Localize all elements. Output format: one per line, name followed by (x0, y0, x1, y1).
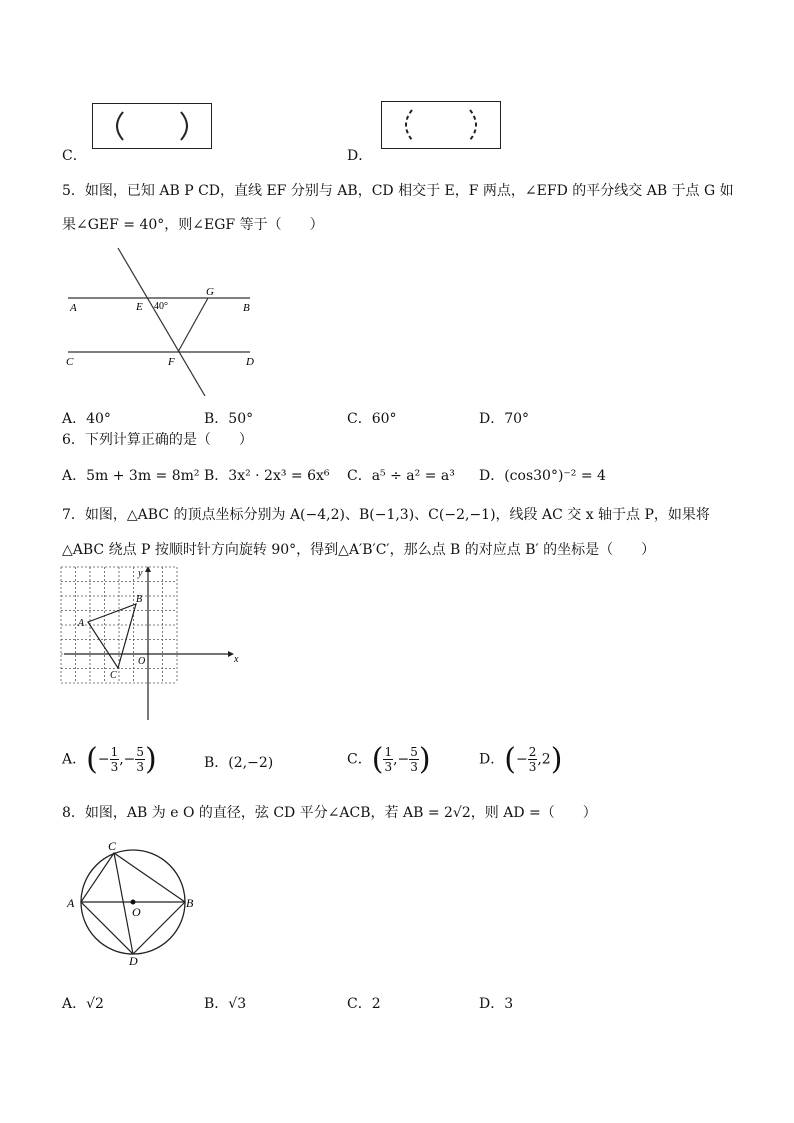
q8-option-d: D．3 (479, 996, 514, 1012)
q5-option-c: C．60° (347, 411, 397, 427)
q7-option-c-prefix: C． (347, 751, 372, 768)
q5-stem-line1: 5．如图，已知 AB P CD，直线 EF 分别与 AB，CD 相交于 E，F 两点，∠EFD 的平分线交 AB 于点 G 如 (62, 183, 734, 199)
q5-stem-line2: 果∠GEF = 40°，则∠EGF 等于（ ） (62, 217, 324, 233)
q8-label-o: O (132, 905, 141, 919)
q4-option-c-label: C． (62, 148, 87, 164)
q5-option-d: D．70° (479, 411, 530, 427)
q5-label-a: A (70, 302, 77, 314)
q7-option-c-den2: 3 (410, 760, 418, 774)
q7-option-b: B．(2,−2) (204, 755, 274, 771)
q6-option-d: D．(cos30°)⁻² = 4 (479, 468, 606, 484)
q7-option-a-num1: 1 (110, 745, 119, 759)
q5-option-a: A．40° (62, 411, 111, 427)
q7-option-d-prefix: D． (479, 751, 505, 768)
q7-option-d-den1: 3 (528, 760, 537, 774)
q8-option-c: C．2 (347, 996, 381, 1012)
q7-label-o: O (138, 656, 146, 667)
q7-label-c: C (110, 670, 117, 681)
q4-figure-c-arcs (93, 104, 211, 148)
q7-label-a: A (78, 618, 85, 629)
q7-label-y: y (138, 568, 143, 579)
q4-option-d-label: D． (347, 148, 373, 164)
q5-label-d: D (246, 356, 254, 368)
q8-label-d: D (129, 954, 138, 968)
q5-option-b: B．50° (204, 411, 254, 427)
q7-option-c-den1: 3 (384, 760, 393, 774)
q5-label-c: C (66, 356, 74, 368)
q7-option-d: D．(− $\frac{2}{3}$ ,2) (479, 742, 563, 777)
q5-label-g: G (206, 286, 214, 298)
q4-figure-d (381, 101, 501, 149)
q7-option-a-prefix: A． (62, 751, 87, 768)
q7-option-c-num1: 1 (384, 745, 393, 759)
q6-option-b: B．3x² · 2x³ = 6x⁶ (204, 468, 330, 484)
q8-label-b: B (186, 896, 194, 910)
q7-label-x: x (234, 654, 239, 665)
q6-stem: 6．下列计算正确的是（ ） (62, 432, 253, 448)
q7-option-d-num1: 2 (528, 745, 537, 759)
q7-stem-line1: 7．如图，△ABC 的顶点坐标分别为 A(−4,2)、B(−1,3)、C(−2,−1)，线段 AC 交 x 轴于点 P，如果将 (62, 507, 710, 523)
q5-label-angle: 40° (154, 301, 168, 312)
q8-label-c: C (108, 839, 117, 853)
q7-figure (60, 564, 240, 724)
q8-stem: 8．如图，AB 为 e O 的直径，弦 CD 平分∠ACB，若 AB = 2√2，则 AD =（ ） (62, 805, 597, 821)
q4-figure-d-arcs (382, 102, 500, 148)
q6-option-c: C．a⁵ ÷ a² = a³ (347, 468, 455, 484)
q8-center-point (131, 900, 136, 905)
q7-triangle-abc (88, 604, 136, 668)
q7-label-b: B (136, 594, 143, 605)
q8-option-b: B．√3 (204, 996, 247, 1012)
q7-option-a-den2: 3 (136, 760, 145, 774)
q7-option-a-num2: 5 (136, 745, 145, 759)
q8-option-a: A．√2 (62, 996, 104, 1012)
q7-option-a-den1: 3 (110, 760, 119, 774)
q8-figure (62, 838, 212, 968)
q5-label-e: E (136, 301, 143, 313)
q8-chord-cd (114, 853, 133, 954)
q4-figure-c (92, 103, 212, 149)
q5-figure (60, 244, 270, 404)
q7-option-a: A．(− $\frac{1}{3}$ ,− $\frac{5}{3}$ ) (62, 742, 157, 777)
q7-stem-line2: △ABC 绕点 P 按顺时针方向旋转 90°，得到△A′B′C′，那么点 B 的对应点 B′ 的坐标是（ ） (62, 542, 656, 558)
q7-option-c-num2: 5 (410, 745, 418, 759)
q5-label-f: F (168, 356, 175, 368)
q7-option-d-tail: 2 (541, 751, 551, 768)
q5-label-b: B (243, 302, 250, 314)
q6-option-a: A．5m + 3m = 8m² (62, 468, 200, 484)
q8-label-a: A (67, 896, 75, 910)
q7-option-c: C．( $\frac{1}{3}$ ,− $\frac{5}{3}$ ) (347, 742, 431, 777)
